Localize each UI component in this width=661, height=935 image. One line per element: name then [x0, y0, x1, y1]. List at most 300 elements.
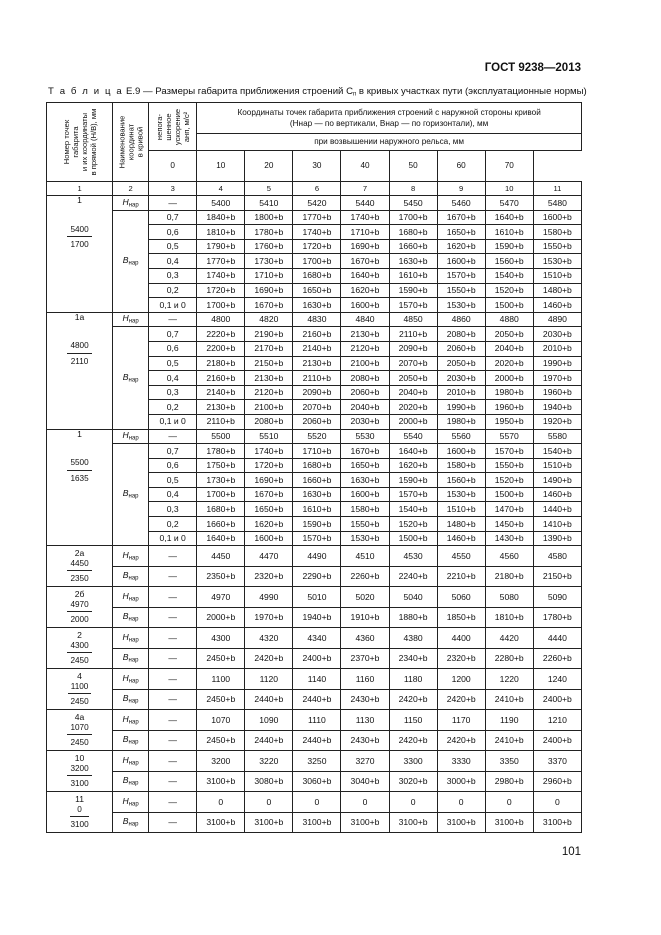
- acceleration-value: 0,2: [149, 283, 197, 298]
- coordinate-letter: B: [122, 611, 129, 622]
- table-row: [47, 327, 582, 342]
- width-value: 1980+b: [485, 385, 533, 400]
- coordinate-subscript: нар: [128, 760, 139, 767]
- point-id: 1а: [74, 311, 85, 322]
- column-numbers-row: [47, 182, 582, 196]
- acceleration-value: —: [149, 669, 197, 690]
- width-value: 2120+b: [245, 385, 293, 400]
- width-value: 1770+b: [293, 210, 341, 225]
- width-value: 3100+b: [485, 812, 533, 833]
- height-value: 5500: [197, 429, 245, 444]
- width-value: 1740+b: [245, 444, 293, 459]
- acceleration-value: 0,1 и 0: [149, 298, 197, 313]
- width-value: 1750+b: [197, 458, 245, 473]
- width-value: 1570+b: [293, 531, 341, 546]
- width-value: 1960+b: [533, 385, 581, 400]
- width-value: 1550+b: [533, 239, 581, 254]
- width-value: 1680+b: [197, 502, 245, 517]
- width-value: 1530+b: [437, 487, 485, 502]
- coordinate-letter: H: [122, 672, 129, 683]
- height-value: 1120: [245, 669, 293, 690]
- height-value: 4340: [293, 628, 341, 649]
- acceleration-value: 0,7: [149, 210, 197, 225]
- coordinate-subscript: нар: [128, 719, 139, 726]
- width-value: 1570+b: [485, 444, 533, 459]
- gauge-table: [46, 102, 582, 833]
- table-row: [47, 444, 582, 459]
- width-value: 1430+b: [485, 531, 533, 546]
- header-acceleration-line: aнп, м/с²: [181, 111, 191, 142]
- width-value: 3100+b: [341, 812, 389, 833]
- point-id: 10: [74, 753, 85, 764]
- width-value: 2070+b: [389, 356, 437, 371]
- width-value: 2110+b: [389, 327, 437, 342]
- width-value: 1970+b: [533, 371, 581, 386]
- width-value: 1710+b: [245, 268, 293, 283]
- width-value: 1640+b: [389, 444, 437, 459]
- width-value: 2080+b: [437, 327, 485, 342]
- width-value: 2150+b: [245, 356, 293, 371]
- width-value: 1760+b: [245, 239, 293, 254]
- width-value: 2210+b: [437, 566, 485, 587]
- width-value: 1950+b: [485, 414, 533, 429]
- width-value: 2030+b: [437, 371, 485, 386]
- acceleration-value: 0,4: [149, 254, 197, 269]
- coordinate-label: [113, 648, 149, 669]
- width-value: 2180+b: [197, 356, 245, 371]
- acceleration-value: 0,7: [149, 444, 197, 459]
- height-value: 3220: [245, 751, 293, 772]
- coordinate-subscript: нар: [128, 657, 139, 664]
- header-coordinate-name-line: Наименование: [116, 115, 126, 169]
- height-value: 5020: [341, 587, 389, 608]
- acceleration-value: 0,1 и 0: [149, 531, 197, 546]
- fraction-denominator: 2450: [70, 697, 89, 707]
- width-value: 1660+b: [197, 517, 245, 532]
- point-cell: [47, 669, 113, 710]
- width-value: 2280+b: [485, 648, 533, 669]
- width-value: 2000+b: [389, 414, 437, 429]
- coordinate-subscript: нар: [128, 435, 139, 442]
- table-row: [47, 607, 582, 628]
- table-row: [47, 312, 582, 327]
- height-value: 1090: [245, 710, 293, 731]
- coordinate-label: [113, 587, 149, 608]
- width-value: 1730+b: [245, 254, 293, 269]
- caption-tail: в кривых участках пути (эксплуатационные нормы): [356, 86, 587, 97]
- fraction-numerator: 3200: [67, 764, 91, 776]
- width-value: 1490+b: [533, 473, 581, 488]
- point-fraction: [68, 682, 92, 707]
- width-value: 2440+b: [293, 730, 341, 751]
- height-value: 1200: [437, 669, 485, 690]
- width-value: 1550+b: [437, 283, 485, 298]
- width-value: 1670+b: [341, 254, 389, 269]
- height-value: 4490: [293, 546, 341, 567]
- width-value: 1970+b: [245, 607, 293, 628]
- coordinate-subscript: нар: [128, 575, 139, 582]
- width-value: 1570+b: [437, 268, 485, 283]
- elevation-value: 10: [197, 151, 245, 182]
- width-value: 1780+b: [245, 225, 293, 240]
- caption-sub: п: [353, 91, 357, 98]
- coordinate-label: [113, 689, 149, 710]
- header-coordinate-name-line: координат: [126, 123, 136, 161]
- width-value: 2000+b: [197, 607, 245, 628]
- width-value: 1850+b: [437, 607, 485, 628]
- coordinate-letter: H: [122, 754, 129, 765]
- standard-designation: ГОСТ 9238—2013: [484, 62, 581, 74]
- column-number: 7: [341, 182, 389, 196]
- width-value: 1790+b: [197, 239, 245, 254]
- coordinate-subscript: нар: [128, 493, 139, 500]
- height-value: 0: [389, 792, 437, 813]
- width-value: 3100+b: [197, 771, 245, 792]
- height-value: 4300: [197, 628, 245, 649]
- caption-prefix: Т а б л и ц а: [48, 86, 124, 97]
- height-value: 4850: [389, 312, 437, 327]
- width-value: 3100+b: [533, 812, 581, 833]
- width-value: 1600+b: [437, 444, 485, 459]
- width-value: 1630+b: [341, 473, 389, 488]
- point-cell: [47, 196, 113, 313]
- column-number: 5: [245, 182, 293, 196]
- acceleration-value: 0,6: [149, 458, 197, 473]
- coordinate-label: [113, 566, 149, 587]
- coordinate-label: [113, 444, 149, 546]
- width-value: 1670+b: [245, 298, 293, 313]
- header-coordinates-line1: Координаты точек габарита приближения строений с наружной стороны кривой: [237, 107, 541, 117]
- acceleration-value: 0,5: [149, 473, 197, 488]
- height-value: 5520: [293, 429, 341, 444]
- height-value: 3250: [293, 751, 341, 772]
- point-id: 2б: [74, 589, 85, 600]
- table-row: [47, 689, 582, 710]
- point-id: 1: [77, 428, 82, 439]
- width-value: 2040+b: [389, 385, 437, 400]
- width-value: 1560+b: [485, 254, 533, 269]
- width-value: 2050+b: [437, 356, 485, 371]
- point-id: 2а: [74, 548, 85, 559]
- table-row: [47, 730, 582, 751]
- fraction-numerator: 4970: [67, 600, 91, 612]
- width-value: 1600+b: [341, 487, 389, 502]
- coordinate-letter: H: [122, 549, 129, 560]
- width-value: 2050+b: [389, 371, 437, 386]
- header-coordinate-name-line: в кривой: [135, 126, 145, 158]
- width-value: 2350+b: [197, 566, 245, 587]
- acceleration-value: —: [149, 751, 197, 772]
- height-value: 4550: [437, 546, 485, 567]
- width-value: 1540+b: [533, 444, 581, 459]
- width-value: 1610+b: [389, 268, 437, 283]
- width-value: 2190+b: [245, 327, 293, 342]
- height-value: 4400: [437, 628, 485, 649]
- fraction-numerator: 4800: [67, 341, 91, 353]
- header-point-number-line: в прямой (H/B), мм: [88, 108, 98, 176]
- coordinate-label: [113, 669, 149, 690]
- width-value: 2240+b: [389, 566, 437, 587]
- header-acceleration-line: ускорение: [172, 108, 182, 145]
- coordinate-label: [113, 312, 149, 327]
- acceleration-value: 0,7: [149, 327, 197, 342]
- coordinate-letter: H: [122, 795, 129, 806]
- coordinate-subscript: нар: [128, 555, 139, 562]
- point-cell: [47, 710, 113, 751]
- height-value: 3370: [533, 751, 581, 772]
- width-value: 1500+b: [485, 487, 533, 502]
- width-value: 1710+b: [341, 225, 389, 240]
- height-value: 1210: [533, 710, 581, 731]
- acceleration-value: —: [149, 710, 197, 731]
- width-value: 1500+b: [485, 298, 533, 313]
- width-value: 1620+b: [389, 458, 437, 473]
- acceleration-value: —: [149, 812, 197, 833]
- table-row: [47, 546, 582, 567]
- width-value: 1720+b: [293, 239, 341, 254]
- point-cell: [47, 751, 113, 792]
- acceleration-value: —: [149, 196, 197, 211]
- width-value: 3100+b: [293, 812, 341, 833]
- acceleration-value: —: [149, 730, 197, 751]
- height-value: 3300: [389, 751, 437, 772]
- acceleration-value: 0,4: [149, 371, 197, 386]
- header-coordinates: [197, 103, 582, 134]
- width-value: 3020+b: [389, 771, 437, 792]
- height-value: 4580: [533, 546, 581, 567]
- width-value: 2060+b: [341, 385, 389, 400]
- acceleration-value: —: [149, 648, 197, 669]
- width-value: 1620+b: [245, 517, 293, 532]
- point-fraction: [70, 805, 88, 830]
- height-value: 5480: [533, 196, 581, 211]
- width-value: 1670+b: [341, 444, 389, 459]
- height-value: 4360: [341, 628, 389, 649]
- acceleration-value: —: [149, 312, 197, 327]
- width-value: 1990+b: [533, 356, 581, 371]
- height-value: 4800: [197, 312, 245, 327]
- width-value: 2960+b: [533, 771, 581, 792]
- width-value: 2150+b: [533, 566, 581, 587]
- point-cell: [47, 587, 113, 628]
- width-value: 1540+b: [389, 502, 437, 517]
- width-value: 3100+b: [197, 812, 245, 833]
- coordinate-subscript: нар: [128, 780, 139, 787]
- width-value: 1740+b: [293, 225, 341, 240]
- width-value: 2060+b: [293, 414, 341, 429]
- fraction-denominator: 2000: [70, 615, 89, 625]
- width-value: 1700+b: [197, 298, 245, 313]
- height-value: 0: [197, 792, 245, 813]
- width-value: 3100+b: [389, 812, 437, 833]
- acceleration-value: 0,6: [149, 341, 197, 356]
- width-value: 2450+b: [197, 730, 245, 751]
- width-value: 1980+b: [437, 414, 485, 429]
- width-value: 1810+b: [485, 607, 533, 628]
- acceleration-value: 0,5: [149, 239, 197, 254]
- height-value: 1130: [341, 710, 389, 731]
- fraction-numerator: 4450: [67, 559, 91, 571]
- coordinate-label: [113, 546, 149, 567]
- height-value: 4420: [485, 628, 533, 649]
- coordinate-label: [113, 710, 149, 731]
- coordinate-subscript: нар: [128, 678, 139, 685]
- coordinate-label: [113, 792, 149, 813]
- width-value: 1680+b: [389, 225, 437, 240]
- column-number: 9: [437, 182, 485, 196]
- fraction-denominator: 2350: [70, 574, 89, 584]
- acceleration-value: —: [149, 546, 197, 567]
- width-value: 1800+b: [245, 210, 293, 225]
- point-cell: [47, 312, 113, 429]
- point-fraction: [67, 764, 91, 789]
- coordinate-label: [113, 196, 149, 211]
- width-value: 2440+b: [293, 689, 341, 710]
- coordinate-subscript: нар: [128, 318, 139, 325]
- height-value: 5530: [341, 429, 389, 444]
- width-value: 1510+b: [533, 458, 581, 473]
- coordinate-letter: B: [122, 734, 129, 745]
- point-id: 11: [75, 794, 85, 805]
- elevation-value: 0: [149, 151, 197, 182]
- width-value: 2340+b: [389, 648, 437, 669]
- table-row: [47, 751, 582, 772]
- height-value: 1160: [341, 669, 389, 690]
- fraction-denominator: 2450: [70, 738, 89, 748]
- point-cell: [47, 792, 113, 833]
- column-number: 4: [197, 182, 245, 196]
- fraction-numerator: 1070: [67, 723, 91, 735]
- point-fraction: [67, 600, 91, 625]
- width-value: 1730+b: [197, 473, 245, 488]
- height-value: 5410: [245, 196, 293, 211]
- page-number: 101: [561, 846, 581, 858]
- width-value: 1540+b: [485, 268, 533, 283]
- width-value: 2080+b: [341, 371, 389, 386]
- caption-text: Е.9 — Размеры габарита приближения строений С: [123, 86, 354, 97]
- width-value: 2450+b: [197, 648, 245, 669]
- width-value: 2180+b: [485, 566, 533, 587]
- width-value: 2320+b: [437, 648, 485, 669]
- width-value: 1910+b: [341, 607, 389, 628]
- width-value: 1650+b: [437, 225, 485, 240]
- acceleration-value: —: [149, 689, 197, 710]
- width-value: 2200+b: [197, 341, 245, 356]
- column-number: 11: [533, 182, 581, 196]
- coordinate-letter: B: [122, 652, 129, 663]
- acceleration-value: —: [149, 771, 197, 792]
- elevation-value: 20: [245, 151, 293, 182]
- acceleration-value: 0,3: [149, 268, 197, 283]
- width-value: 1600+b: [341, 298, 389, 313]
- acceleration-value: 0,3: [149, 385, 197, 400]
- width-value: 1620+b: [341, 283, 389, 298]
- width-value: 1480+b: [533, 283, 581, 298]
- width-value: 1590+b: [293, 517, 341, 532]
- width-value: 1590+b: [389, 283, 437, 298]
- width-value: 1700+b: [389, 210, 437, 225]
- width-value: 2000+b: [485, 371, 533, 386]
- width-value: 2430+b: [341, 730, 389, 751]
- width-value: 2020+b: [389, 400, 437, 415]
- width-value: 1580+b: [437, 458, 485, 473]
- elevation-value: 70: [485, 151, 533, 182]
- width-value: 1530+b: [533, 254, 581, 269]
- width-value: 1600+b: [533, 210, 581, 225]
- width-value: 2030+b: [533, 327, 581, 342]
- header-point-number: [47, 103, 113, 182]
- height-value: 4380: [389, 628, 437, 649]
- width-value: 2120+b: [341, 341, 389, 356]
- width-value: 1630+b: [293, 298, 341, 313]
- width-value: 1770+b: [197, 254, 245, 269]
- point-fraction: [67, 641, 91, 666]
- height-value: 0: [341, 792, 389, 813]
- table-caption: [48, 86, 587, 98]
- width-value: 1640+b: [197, 531, 245, 546]
- height-value: 1150: [389, 710, 437, 731]
- width-value: 1650+b: [245, 502, 293, 517]
- coordinate-label: [113, 812, 149, 833]
- width-value: 3080+b: [245, 771, 293, 792]
- table-row: [47, 792, 582, 813]
- height-value: 0: [437, 792, 485, 813]
- point-cell: [47, 429, 113, 546]
- width-value: 1630+b: [293, 487, 341, 502]
- header-acceleration: [149, 103, 197, 151]
- height-value: 3330: [437, 751, 485, 772]
- width-value: 1500+b: [389, 531, 437, 546]
- height-value: 0: [485, 792, 533, 813]
- width-value: 1690+b: [245, 283, 293, 298]
- width-value: 2090+b: [293, 385, 341, 400]
- height-value: 4970: [197, 587, 245, 608]
- column-number: 10: [485, 182, 533, 196]
- height-value: 5570: [485, 429, 533, 444]
- height-value: 4820: [245, 312, 293, 327]
- width-value: 2370+b: [341, 648, 389, 669]
- coordinate-subscript: нар: [128, 616, 139, 623]
- width-value: 1740+b: [341, 210, 389, 225]
- width-value: 1550+b: [341, 517, 389, 532]
- point-id: 1: [77, 195, 82, 205]
- width-value: 2400+b: [533, 689, 581, 710]
- height-value: 5440: [341, 196, 389, 211]
- height-value: 1070: [197, 710, 245, 731]
- height-value: 5460: [437, 196, 485, 211]
- point-fraction: [67, 723, 91, 748]
- height-value: 1180: [389, 669, 437, 690]
- height-value: 5400: [197, 196, 245, 211]
- height-value: 5090: [533, 587, 581, 608]
- width-value: 1660+b: [389, 239, 437, 254]
- coordinate-subscript: нар: [128, 801, 139, 808]
- header-point-number-line: и их координаты: [79, 112, 89, 172]
- width-value: 1610+b: [293, 502, 341, 517]
- table-row: [47, 669, 582, 690]
- width-value: 2400+b: [293, 648, 341, 669]
- width-value: 2110+b: [197, 414, 245, 429]
- width-value: 2450+b: [197, 689, 245, 710]
- height-value: 3200: [197, 751, 245, 772]
- height-value: 5510: [245, 429, 293, 444]
- width-value: 1720+b: [197, 283, 245, 298]
- width-value: 1680+b: [293, 268, 341, 283]
- coordinate-subscript: нар: [128, 377, 139, 384]
- width-value: 2040+b: [341, 400, 389, 415]
- acceleration-value: 0,5: [149, 356, 197, 371]
- width-value: 1690+b: [245, 473, 293, 488]
